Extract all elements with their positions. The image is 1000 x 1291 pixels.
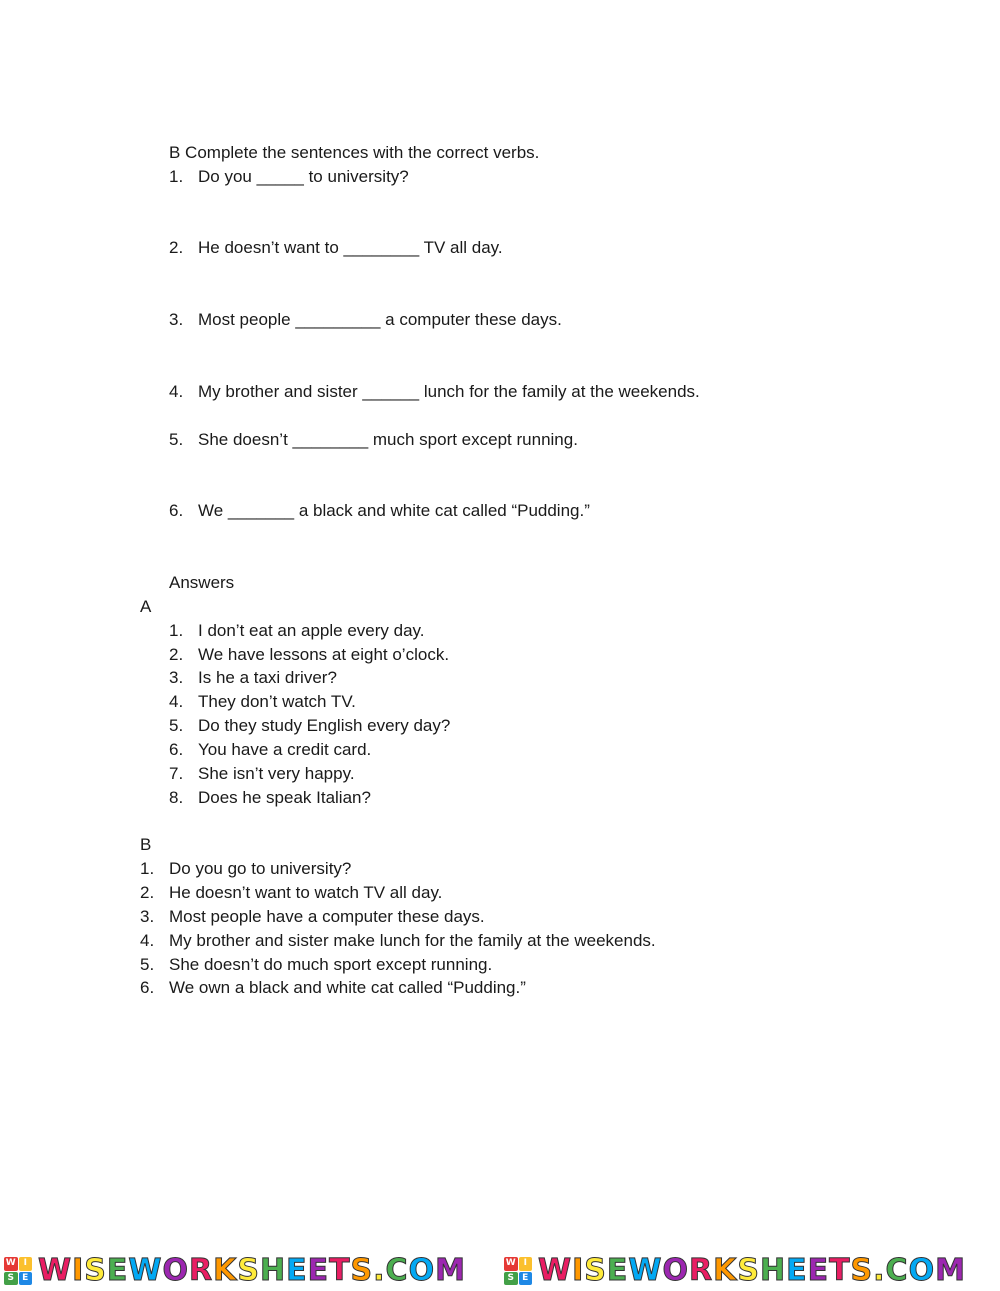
brand-logo (504, 1254, 966, 1288)
brand-letter: K (713, 1253, 738, 1288)
brand-letter: M (435, 1253, 466, 1288)
item-text: Do you go to university? (169, 859, 352, 878)
brand-letter: C (885, 1253, 909, 1288)
logo-mark-icon (504, 1257, 532, 1285)
brand-letter: K (213, 1253, 238, 1288)
section-b-heading: B Complete the sentences with the correct verbs. (169, 143, 540, 162)
item-number: 4. (140, 931, 155, 950)
logo-letter: E (519, 1272, 533, 1286)
brand-letter: S (850, 1253, 874, 1288)
logo-letter: I (519, 1257, 533, 1271)
item-text: He doesn’t want to ________ TV all day. (198, 238, 503, 257)
logo-letter: E (19, 1272, 33, 1286)
logo-letter: W (504, 1257, 518, 1271)
item-number: 3. (140, 907, 155, 926)
item-number: 1. (140, 859, 155, 878)
brand-wordmark (538, 1254, 966, 1288)
brand-letter: E (786, 1253, 808, 1288)
brand-letter: O (408, 1253, 436, 1288)
brand-letter: C (385, 1253, 409, 1288)
brand-letter: S (237, 1253, 260, 1288)
brand-letter: I (72, 1253, 85, 1288)
item-text: Do they study English every day? (198, 716, 451, 735)
item-number: 1. (169, 621, 184, 640)
logo-mark-icon (4, 1257, 32, 1285)
item-number: 4. (169, 692, 184, 711)
item-text: Do you _____ to university? (198, 167, 409, 186)
item-text: She doesn’t do much sport except running. (169, 955, 493, 974)
item-text: She doesn’t ________ much sport except running. (198, 430, 578, 449)
logo-letter: W (4, 1257, 18, 1271)
brand-letter: . (373, 1253, 386, 1288)
brand-letter: R (688, 1253, 714, 1288)
brand-letter: S (84, 1253, 107, 1288)
item-text: We _______ a black and white cat called “Pudding.” (198, 501, 590, 520)
item-text: Does he speak Italian? (198, 788, 371, 807)
item-number: 2. (140, 883, 155, 902)
brand-letter: W (38, 1253, 73, 1288)
item-number: 6. (169, 740, 184, 759)
brand-letter: H (259, 1253, 287, 1288)
item-number: 1. (169, 167, 184, 186)
brand-letter: E (106, 1253, 129, 1288)
brand-letter: W (538, 1253, 573, 1288)
brand-letter: T (829, 1253, 851, 1288)
brand-letter: T (329, 1253, 351, 1288)
item-text: My brother and sister ______ lunch for the family at the weekends. (198, 382, 700, 401)
brand-letter: W (628, 1253, 663, 1288)
item-number: 4. (169, 382, 184, 401)
brand-letter: H (759, 1253, 787, 1288)
brand-letter: R (188, 1253, 214, 1288)
item-number: 6. (169, 501, 184, 520)
item-number: 2. (169, 645, 184, 664)
logo-letter: S (504, 1272, 518, 1286)
item-text: They don’t watch TV. (198, 692, 356, 711)
brand-letter: E (286, 1253, 308, 1288)
item-text: Most people have a computer these days. (169, 907, 485, 926)
answers-a-label: A (140, 597, 152, 616)
brand-logo (4, 1254, 466, 1288)
logo-letter: I (19, 1257, 33, 1271)
brand-letter: I (572, 1253, 585, 1288)
brand-wordmark (38, 1254, 466, 1288)
item-number: 5. (140, 955, 155, 974)
item-text: Is he a taxi driver? (198, 668, 337, 687)
brand-letter: W (128, 1253, 163, 1288)
brand-letter: O (162, 1253, 189, 1288)
item-number: 3. (169, 668, 184, 687)
item-text: My brother and sister make lunch for the family at the weekends. (169, 931, 656, 950)
answers-b-label: B (140, 835, 152, 854)
brand-letter: . (873, 1253, 886, 1288)
brand-letter: O (662, 1253, 689, 1288)
item-text: Most people _________ a computer these days. (198, 310, 562, 329)
item-number: 8. (169, 788, 184, 807)
item-text: She isn’t very happy. (198, 764, 355, 783)
item-text: We have lessons at eight o’clock. (198, 645, 450, 664)
brand-letter: M (935, 1253, 966, 1288)
item-number: 2. (169, 238, 184, 257)
item-number: 5. (169, 430, 184, 449)
brand-letter: S (584, 1253, 607, 1288)
brand-letter: O (908, 1253, 936, 1288)
item-text: We own a black and white cat called “Pudding.” (169, 978, 526, 997)
item-text: He doesn’t want to watch TV all day. (169, 883, 443, 902)
brand-letter: E (307, 1253, 330, 1288)
footer-banner (0, 1254, 1000, 1288)
brand-letter: S (350, 1253, 374, 1288)
brand-letter: E (606, 1253, 629, 1288)
brand-letter: E (807, 1253, 830, 1288)
item-text: You have a credit card. (198, 740, 372, 759)
item-number: 7. (169, 764, 184, 783)
item-number: 5. (169, 716, 184, 735)
item-number: 6. (140, 978, 155, 997)
logo-letter: S (4, 1272, 18, 1286)
item-number: 3. (169, 310, 184, 329)
answers-title: Answers (169, 573, 235, 592)
item-text: I don’t eat an apple every day. (198, 621, 425, 640)
brand-letter: S (737, 1253, 760, 1288)
